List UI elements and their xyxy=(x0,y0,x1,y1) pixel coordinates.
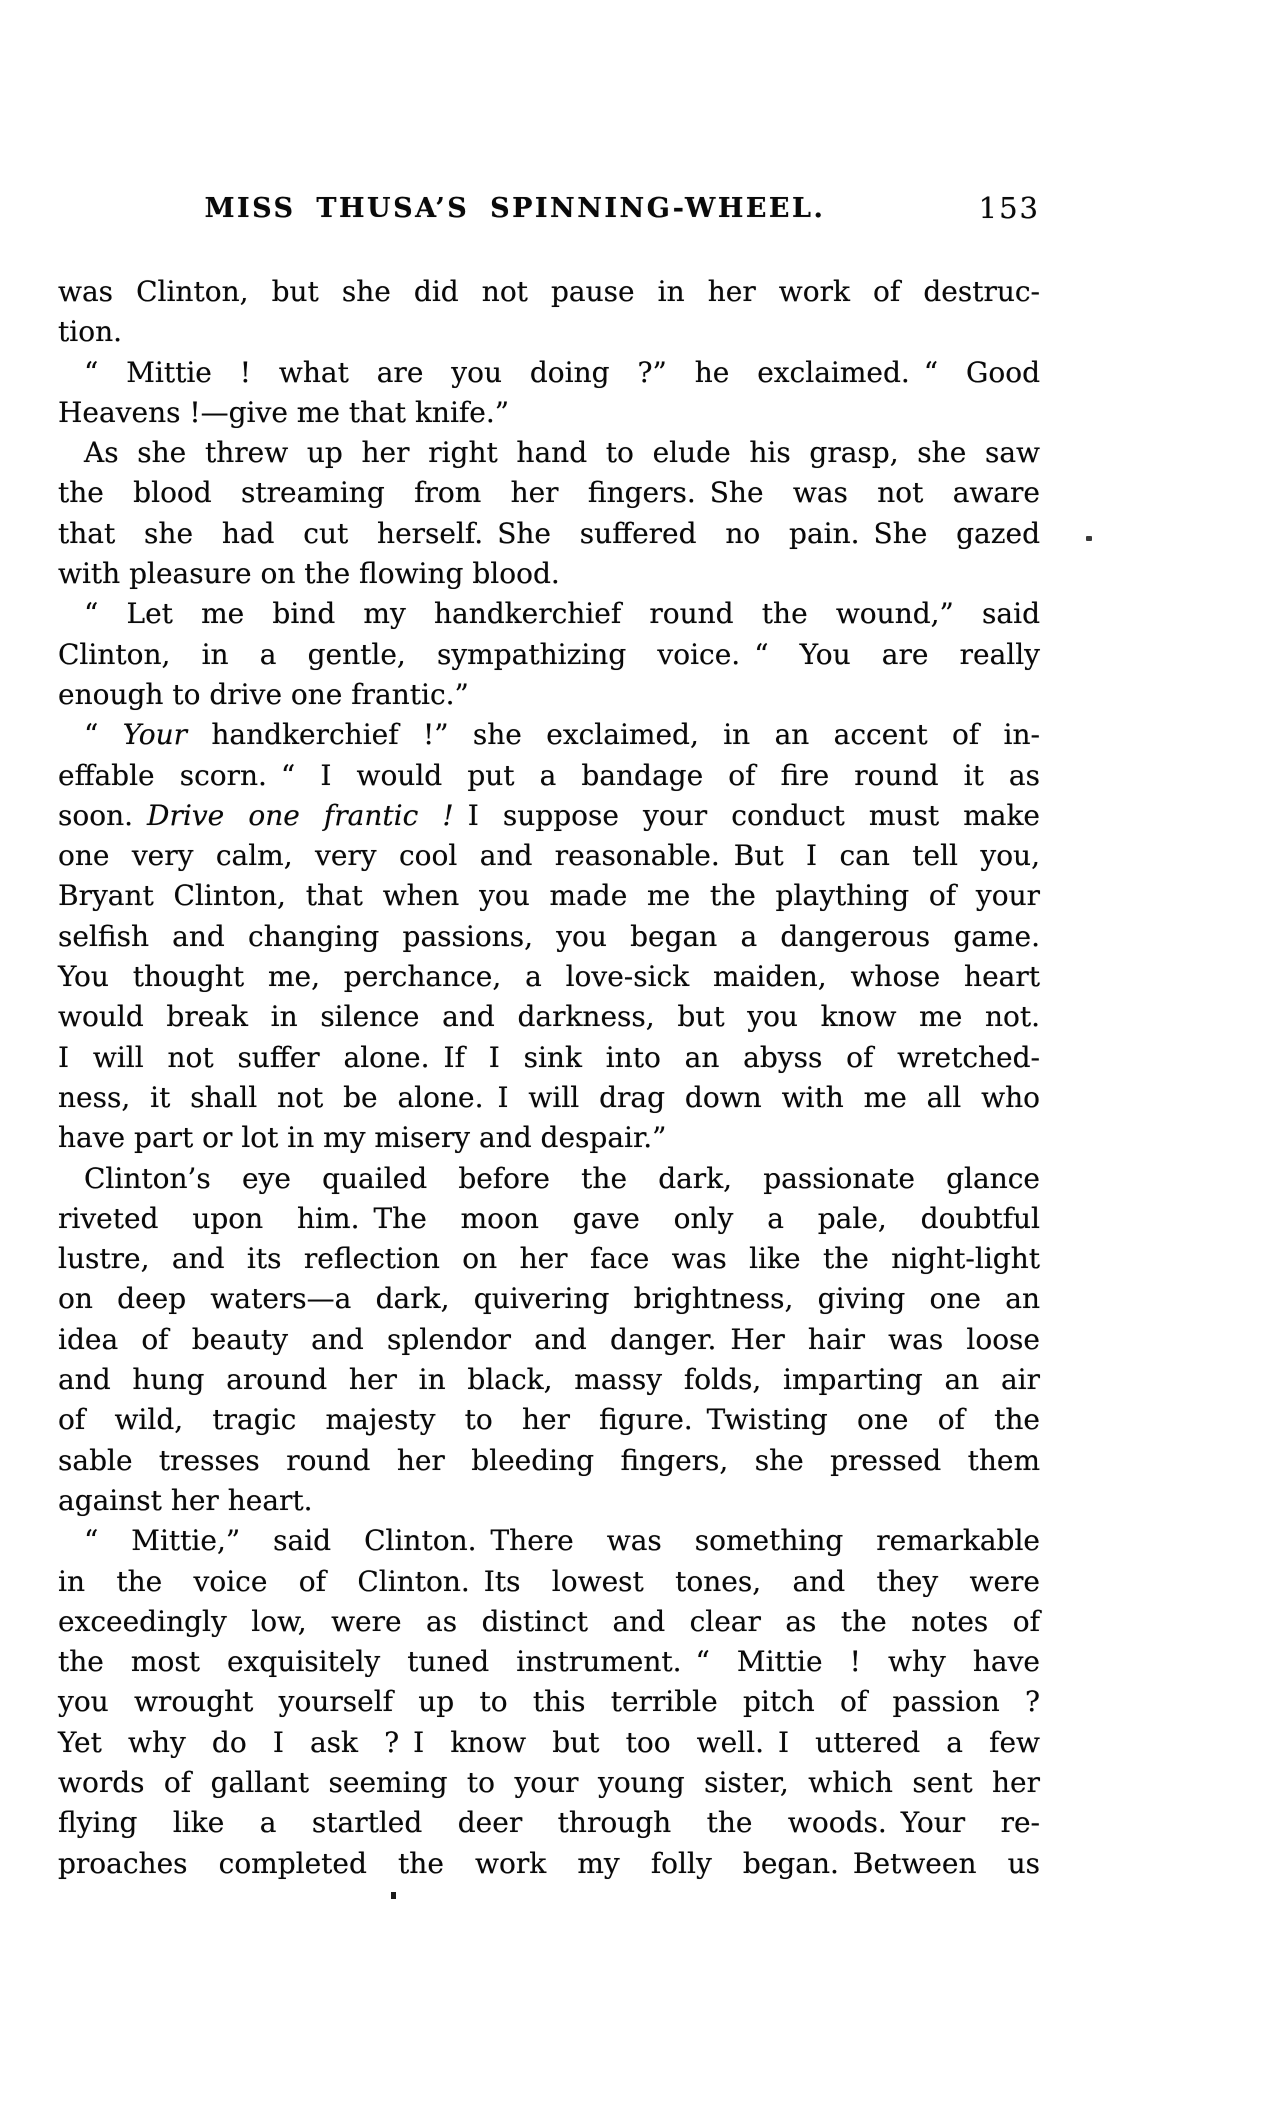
text-line xyxy=(58,1602,1040,1642)
body-text: Bryant Clinton, that when you made me the plaything of your xyxy=(58,879,1040,913)
body-text: you wrought yourself up to this terrible pitch of passion ? xyxy=(58,1685,1040,1719)
text-line xyxy=(58,1682,1040,1722)
body-text: handkerchief !” she exclaimed, in an accent of in- xyxy=(187,718,1040,752)
body-text: enough to drive one frantic.” xyxy=(58,677,469,711)
body-text: “ Mittie ! what are you doing ?” he exclaimed. “ Good xyxy=(84,355,1040,389)
text-line xyxy=(58,272,1040,312)
text-line xyxy=(58,756,1040,796)
text-line xyxy=(58,675,1040,715)
italic-text: Drive one frantic ! xyxy=(147,798,454,832)
text-line xyxy=(58,1642,1040,1682)
text-line xyxy=(58,917,1040,957)
body-text: “ Let me bind my handkerchief round the wound,” said xyxy=(84,597,1040,631)
body-text: ness, it shall not be alone. I will drag down with me all who xyxy=(58,1080,1040,1114)
body-text: tion. xyxy=(58,315,122,349)
text-line xyxy=(58,353,1040,393)
text-line xyxy=(58,594,1040,634)
body-text: “ xyxy=(84,718,123,752)
text-line xyxy=(58,1360,1040,1400)
body-text: exceedingly low, were as distinct and clear as the notes of xyxy=(58,1604,1040,1638)
page-text xyxy=(58,272,1040,1884)
text-line xyxy=(58,1763,1040,1803)
page-header xyxy=(58,193,1040,229)
body-text: one very calm, very cool and reasonable. But I can tell you, xyxy=(58,839,1040,873)
body-text: have part or lot in my misery and despair.” xyxy=(58,1121,667,1155)
body-text: against her heart. xyxy=(58,1483,313,1517)
body-text: effable scorn. “ I would put a bandage of fire round it as xyxy=(58,758,1040,792)
text-line xyxy=(58,836,1040,876)
text-line xyxy=(58,1844,1040,1884)
text-line xyxy=(58,1441,1040,1481)
body-text: Yet why do I ask ? I know but too well. I uttered a few xyxy=(58,1725,1040,1759)
body-text: the blood streaming from her fingers. She was not aware xyxy=(58,476,1040,510)
text-line xyxy=(58,473,1040,513)
body-text: lustre, and its reflection on her face was like the night-light xyxy=(58,1242,1040,1276)
body-text: “ Mittie,” said Clinton. There was something remarkable xyxy=(84,1524,1040,1558)
text-line xyxy=(58,997,1040,1037)
text-line xyxy=(58,876,1040,916)
body-text: would break in silence and darkness, but you know me not. xyxy=(58,1000,1040,1034)
text-line xyxy=(58,1803,1040,1843)
text-line xyxy=(58,1279,1040,1319)
text-line xyxy=(58,312,1040,352)
body-text: was Clinton, but she did not pause in her work of destruc- xyxy=(58,275,1040,308)
text-line xyxy=(58,433,1040,473)
text-line xyxy=(58,635,1040,675)
text-line xyxy=(58,1078,1040,1118)
body-text: and hung around her in black, massy folds, imparting an air xyxy=(58,1363,1040,1397)
text-line xyxy=(58,1562,1040,1602)
body-text: As she threw up her right hand to elude his grasp, she saw xyxy=(84,436,1040,470)
text-line xyxy=(58,715,1040,755)
body-text: Clinton’s eye quailed before the dark, passionate glance xyxy=(84,1161,1040,1195)
text-line xyxy=(58,1159,1040,1199)
text-line xyxy=(58,393,1040,433)
body-text: Heavens !—give me that knife.” xyxy=(58,395,510,429)
body-text: I will not suffer alone. If I sink into an abyss of wretched- xyxy=(58,1040,1040,1074)
text-line xyxy=(58,1199,1040,1239)
body-text: sable tresses round her bleeding fingers, she pressed them xyxy=(58,1443,1040,1477)
body-text: soon. xyxy=(58,798,148,832)
body-text: flying like a startled deer through the woods. Your re- xyxy=(58,1806,1040,1840)
body-text: of wild, tragic majesty to her figure. Twisting one of the xyxy=(58,1403,1040,1437)
text-line xyxy=(58,514,1040,554)
body-text: proaches completed the work my folly began. Between us xyxy=(58,1846,1040,1880)
text-line xyxy=(58,1400,1040,1440)
text-line xyxy=(58,1239,1040,1279)
text-line xyxy=(58,554,1040,594)
italic-text: Your xyxy=(122,718,188,752)
text-line xyxy=(58,1481,1040,1521)
body-text: idea of beauty and splendor and danger. Her hair was loose xyxy=(58,1322,1040,1356)
text-line xyxy=(58,1521,1040,1561)
body-text: with pleasure on the flowing blood. xyxy=(58,557,560,591)
body-text: I suppose your conduct must make xyxy=(453,798,1040,832)
scan-speck xyxy=(1086,536,1092,541)
text-line xyxy=(58,1320,1040,1360)
body-text: selfish and changing passions, you began a dangerous game. xyxy=(58,919,1040,953)
text-line xyxy=(58,1038,1040,1078)
body-text: Clinton, in a gentle, sympathizing voice. “ You are really xyxy=(58,637,1040,671)
body-text: the most exquisitely tuned instrument. “ Mittie ! why have xyxy=(58,1645,1040,1679)
text-line xyxy=(58,1723,1040,1763)
body-text: words of gallant seeming to your young sister, which sent her xyxy=(58,1765,1040,1799)
text-line xyxy=(58,796,1040,836)
page-number: 153 xyxy=(978,191,1040,225)
body-text: that she had cut herself. She suffered no pain. She gazed xyxy=(58,516,1040,550)
body-text: on deep waters—a dark, quivering brightness, giving one an xyxy=(58,1282,1040,1316)
body-text: in the voice of Clinton. Its lowest tones, and they were xyxy=(58,1564,1040,1598)
text-line xyxy=(58,957,1040,997)
body-text: You thought me, perchance, a love-sick maiden, whose heart xyxy=(58,960,1040,994)
body-text: riveted upon him. The moon gave only a pale, doubtful xyxy=(58,1201,1040,1235)
running-title: MISS THUSA’S SPINNING-WHEEL. xyxy=(204,193,826,224)
scan-speck xyxy=(391,1892,396,1899)
text-line xyxy=(58,1118,1040,1158)
